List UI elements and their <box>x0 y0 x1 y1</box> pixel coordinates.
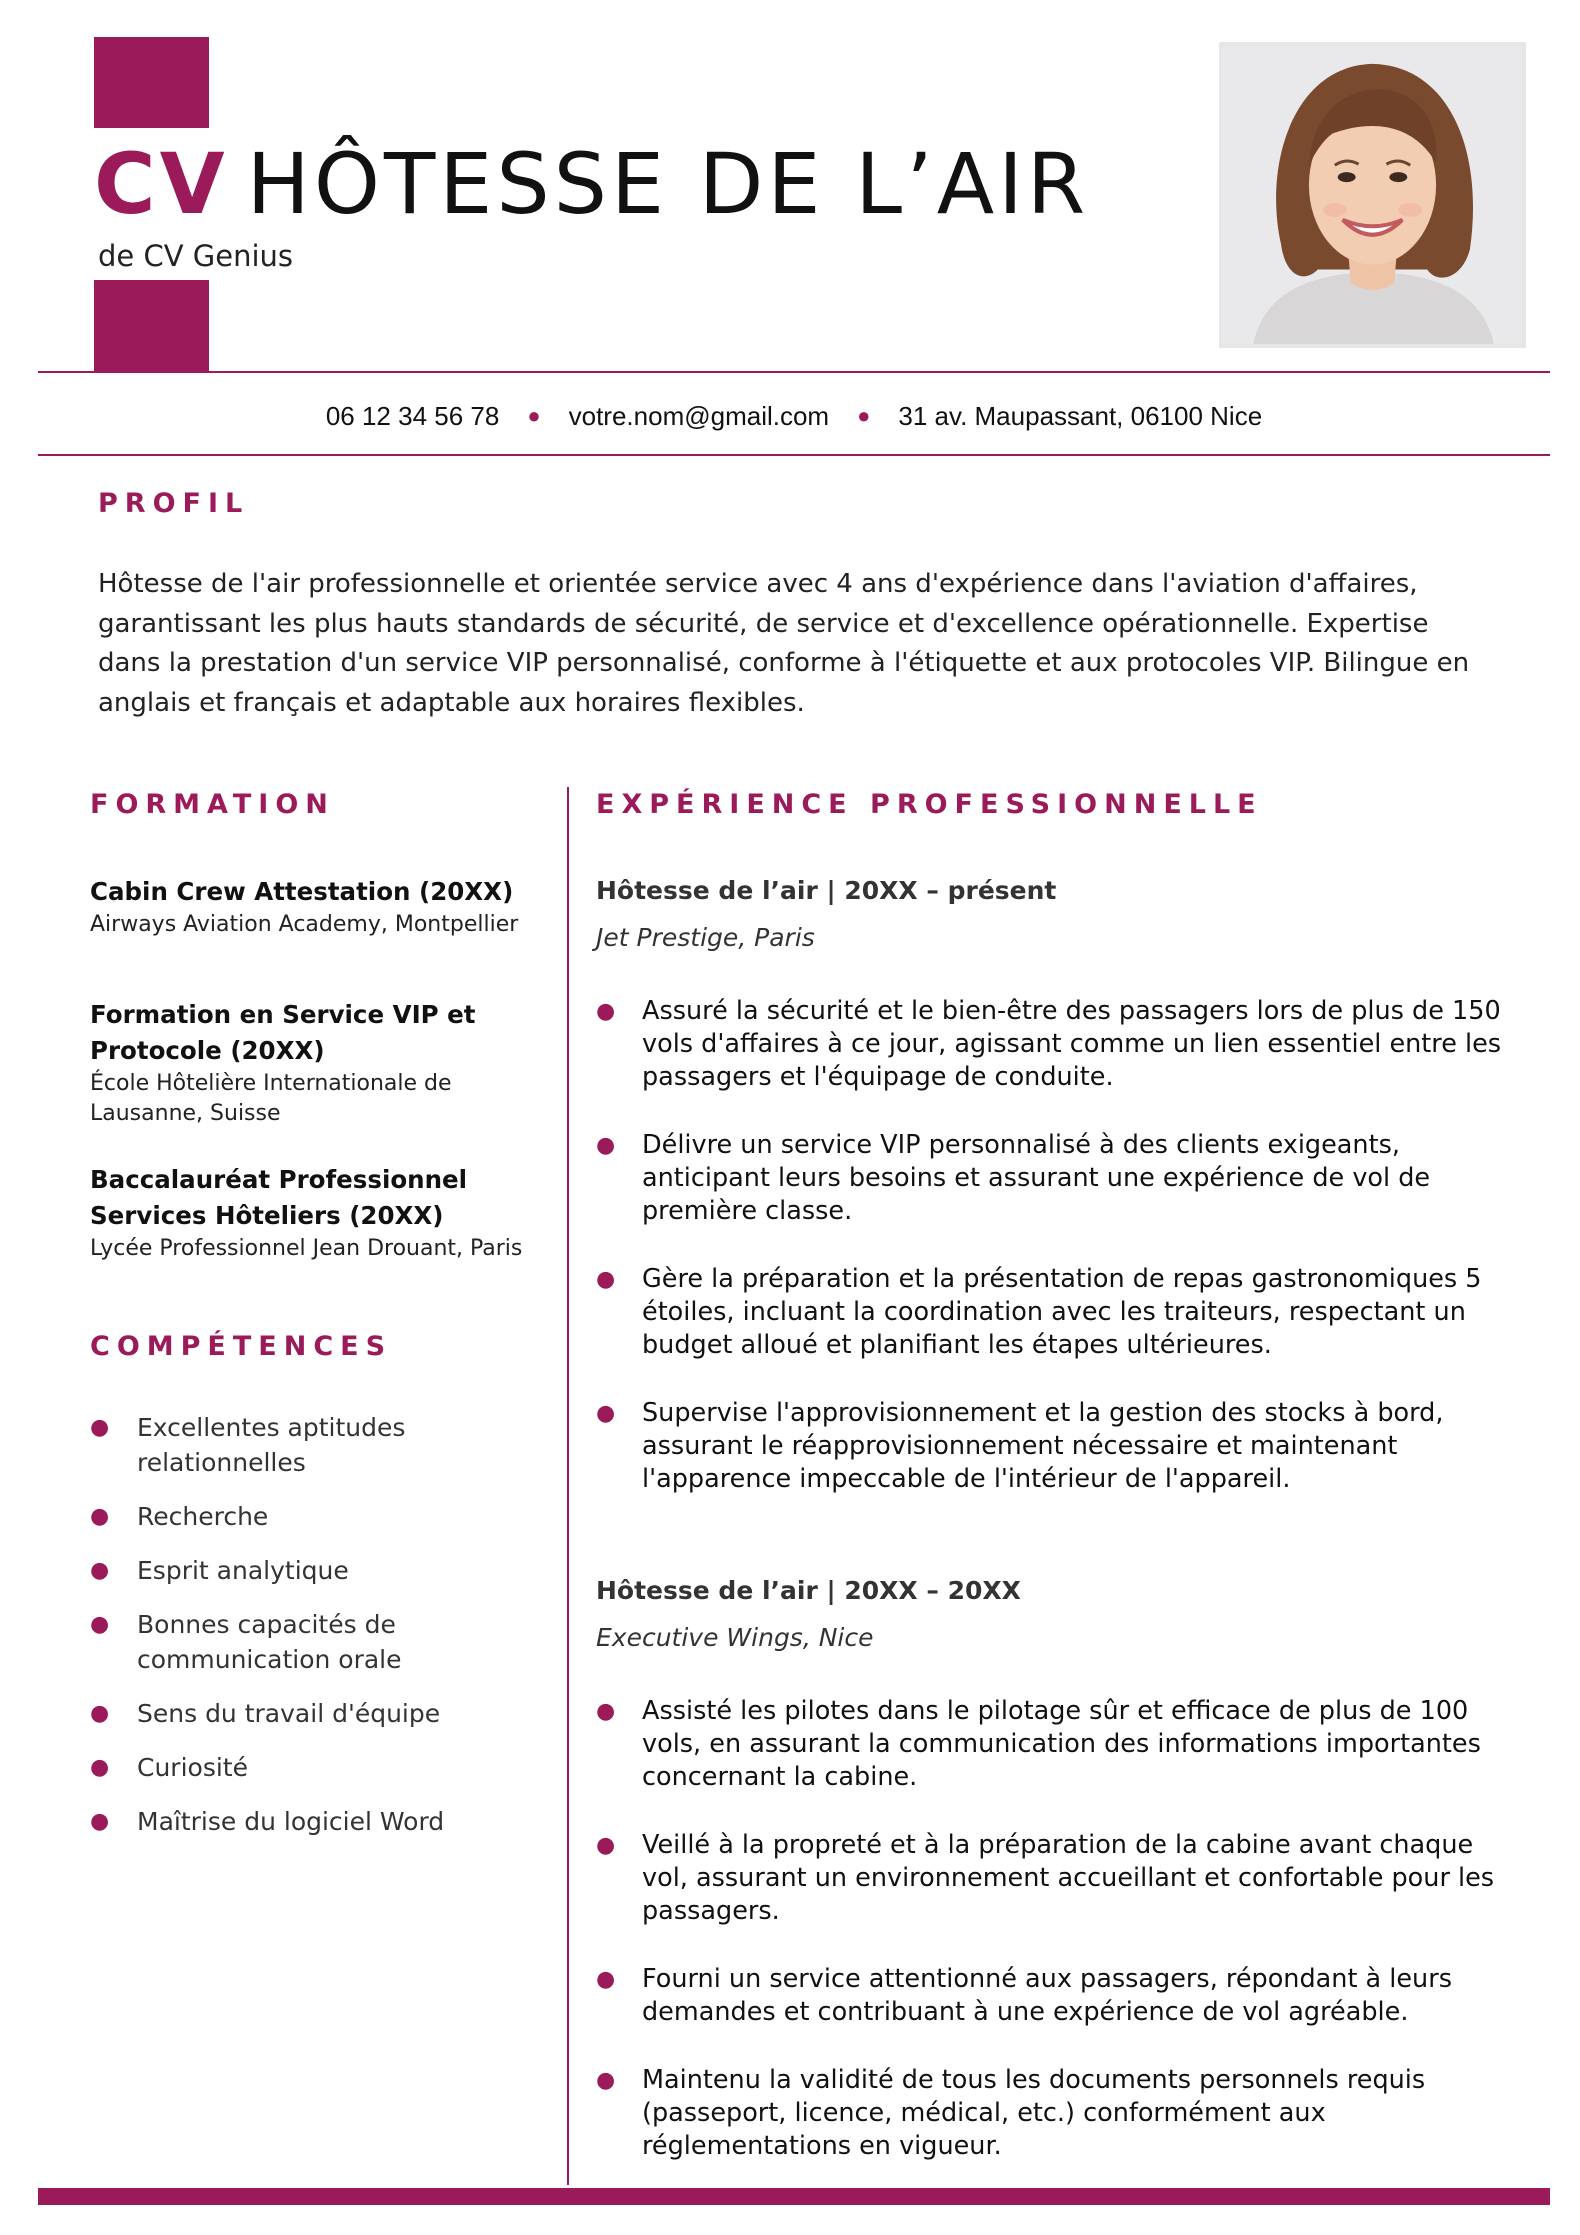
bullet-icon: ● <box>90 1612 110 1637</box>
skill-item <box>90 1696 550 1731</box>
bullet-icon: ● <box>90 1701 110 1726</box>
skill-label: Sens du travail d'équipe <box>137 1699 441 1728</box>
job-bullet <box>596 2064 1516 2163</box>
bullet-icon: ● <box>596 999 616 1024</box>
education-item <box>90 997 545 1129</box>
contact-address: 31 av. Maupassant, 06100 Nice <box>898 400 1263 431</box>
profile-text: Hôtesse de l'air professionnelle et orientée service avec 4 ans d'expérience dans l'aviation d'affaires, garantissant les plus hauts standards de sécurité, de service et d'excellence opérationnelle. Expertise dans la prestation d'un service VIP personnalisé, conforme à l'étiquette et aux protocoles VIP. Bilingue en anglais et français et adaptable aux horaires flexibles. <box>98 569 1470 718</box>
job-bullet-text: Veillé à la propreté et à la préparation de la cabine avant chaque vol, assurant un environnement accueillant et confortable pour les passagers. <box>642 1830 1495 1926</box>
decorative-square-bottom <box>94 280 209 371</box>
bullet-icon: ● <box>596 2068 616 2093</box>
education-degree: Baccalauréat Professionnel Services Hôteliers (20XX) <box>90 1165 468 1230</box>
job-bullet <box>596 1129 1516 1228</box>
job-bullets <box>596 1695 1516 2163</box>
bullet-icon: ● <box>596 1699 616 1724</box>
education-school: Airways Aviation Academy, Montpellier <box>90 912 519 937</box>
job-company: Executive Wings, Nice <box>596 1623 874 1652</box>
contact-bottom-divider <box>38 454 1550 456</box>
skill-item <box>90 1499 550 1534</box>
skill-item <box>90 1804 550 1839</box>
bullet-icon: ● <box>596 1967 616 1992</box>
skill-label: Esprit analytique <box>137 1556 349 1585</box>
contact-separator: ● <box>857 403 871 428</box>
contact-phone: 06 12 34 56 78 <box>325 400 500 431</box>
job-entry <box>596 874 1516 1531</box>
contact-bar <box>38 396 1550 436</box>
page-title <box>94 132 1089 236</box>
skill-item <box>90 1750 550 1785</box>
bullet-icon: ● <box>90 1504 110 1529</box>
bullet-icon: ● <box>596 1401 616 1426</box>
job-bullet-text: Assisté les pilotes dans le pilotage sûr et efficace de plus de 100 vols, en assurant la communication des informations importantes concernant la cabine. <box>642 1696 1481 1792</box>
portrait-illustration <box>1223 46 1522 344</box>
bullet-icon: ● <box>90 1558 110 1583</box>
education-item <box>90 1162 545 1264</box>
column-divider <box>567 787 569 2185</box>
skill-label: Maîtrise du logiciel Word <box>137 1807 445 1836</box>
bullet-icon: ● <box>90 1415 110 1440</box>
title-text: HÔTESSE DE L’AIR <box>246 135 1090 233</box>
job-bullet-text: Assuré la sécurité et le bien-être des passagers lors de plus de 150 vols d'affaires à ce jour, agissant comme un lien essentiel entre les passagers et l'équipage de conduite. <box>642 996 1502 1092</box>
decorative-square-top <box>94 37 209 128</box>
job-company: Jet Prestige, Paris <box>596 923 815 952</box>
skill-label: Recherche <box>137 1502 269 1531</box>
skill-item <box>90 1553 550 1588</box>
job-bullet <box>596 1397 1516 1496</box>
contact-email: votre.nom@gmail.com <box>568 400 830 431</box>
skill-item <box>90 1607 550 1677</box>
job-bullet <box>596 1695 1516 1794</box>
job-entry <box>596 1574 1516 2198</box>
job-bullet-text: Fourni un service attentionné aux passagers, répondant à leurs demandes et contribuant à une expérience de vol agréable. <box>642 1964 1452 2027</box>
skills-list <box>90 1410 550 1858</box>
education-school: Lycée Professionnel Jean Drouant, Paris <box>90 1236 523 1261</box>
footer-bar <box>38 2188 1550 2205</box>
skill-item <box>90 1410 550 1480</box>
contact-separator: ● <box>527 403 541 428</box>
job-bullet <box>596 995 1516 1094</box>
education-degree: Cabin Crew Attestation (20XX) <box>90 877 514 906</box>
job-bullet-text: Délivre un service VIP personnalisé à des clients exigeants, anticipant leurs besoins et assurant une expérience de vol de première classe. <box>642 1130 1431 1226</box>
contact-top-divider <box>38 371 1550 373</box>
job-title: Hôtesse de l’air | 20XX – 20XX <box>596 1576 1021 1605</box>
job-bullet <box>596 1829 1516 1928</box>
skill-label: Bonnes capacités de communication orale <box>137 1610 402 1674</box>
profile-photo <box>1219 42 1526 348</box>
bullet-icon: ● <box>90 1809 110 1834</box>
skill-label: Curiosité <box>137 1753 248 1782</box>
job-bullets <box>596 995 1516 1496</box>
profile-heading: PROFIL <box>98 488 250 519</box>
job-title: Hôtesse de l’air | 20XX – présent <box>596 876 1057 905</box>
bullet-icon: ● <box>90 1755 110 1780</box>
education-school: École Hôtelière Internationale de Lausanne, Suisse <box>90 1071 452 1126</box>
job-bullet-text: Supervise l'approvisionnement et la gestion des stocks à bord, assurant le réapprovisionnement nécessaire et maintenant l'apparence impeccable de l'intérieur de l'appareil. <box>642 1398 1444 1494</box>
job-bullet-text: Gère la préparation et la présentation de repas gastronomiques 5 étoiles, incluant la coordination avec les traiteurs, respectant un budget alloué et planifiant les étapes ultérieures. <box>642 1264 1482 1360</box>
experience-heading: EXPÉRIENCE PROFESSIONNELLE <box>596 789 1263 820</box>
education-item <box>90 874 545 940</box>
job-bullet-text: Maintenu la validité de tous les documents personnels requis (passeport, licence, médical, etc.) conformément aux réglementations en vigueur. <box>642 2065 1426 2161</box>
bullet-icon: ● <box>596 1833 616 1858</box>
title-accent: CV <box>94 135 229 233</box>
education-degree: Formation en Service VIP et Protocole (20XX) <box>90 1000 476 1065</box>
job-bullet <box>596 1963 1516 2029</box>
education-heading: FORMATION <box>90 789 335 820</box>
subtitle: de CV Genius <box>98 239 294 273</box>
bullet-icon: ● <box>596 1267 616 1292</box>
skills-heading: COMPÉTENCES <box>90 1331 393 1362</box>
bullet-icon: ● <box>596 1133 616 1158</box>
skill-label: Excellentes aptitudes relationnelles <box>137 1413 406 1477</box>
job-bullet <box>596 1263 1516 1362</box>
